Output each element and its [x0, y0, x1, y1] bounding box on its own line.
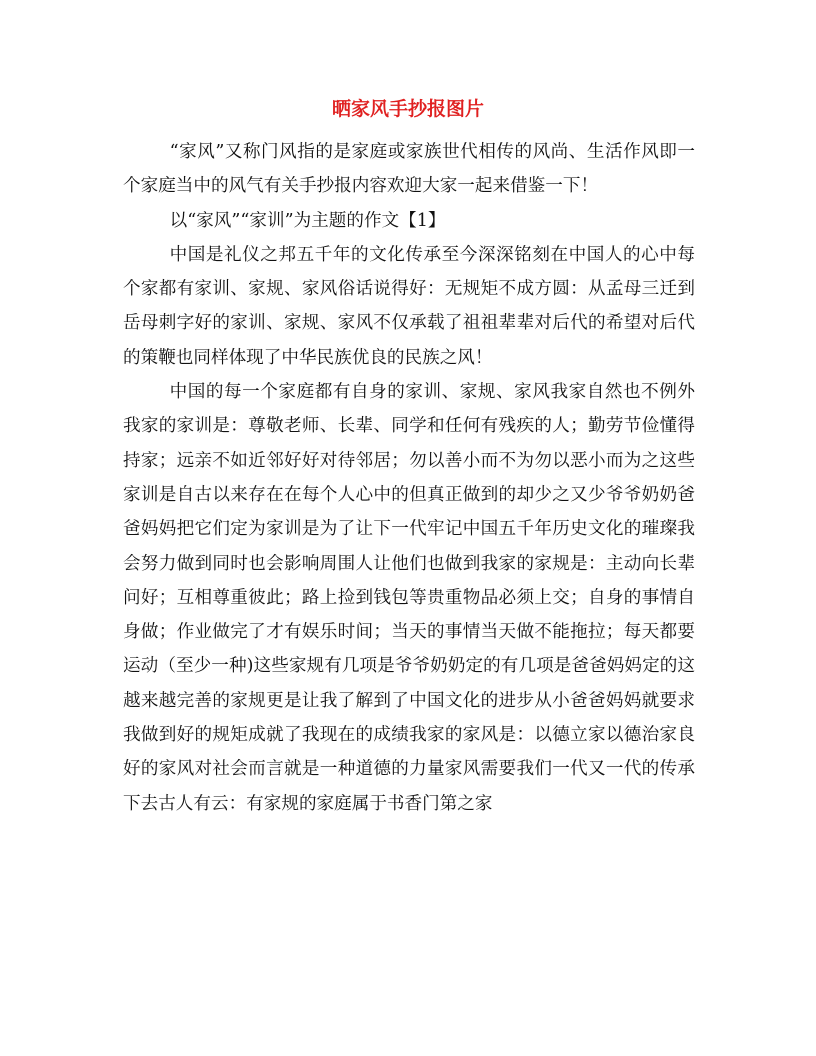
paragraph-family-rules: 中国的每一个家庭都有自身的家训、家规、家风我家自然也不例外我家的家训是：尊敬老师、长辈、同学和任何有残疾的人；勤劳节俭懂得持家；远亲不如近邻好好对待邻居；勿以善小而不为勿以恶小而为之这些家训是自古以来存在在每个人心中的但真正做到的却少之又少爷爷奶奶爸爸妈妈把它们定为家训是为了让下一代牢记中国五千年历史文化的璀璨我会努力做到同时也会影响周围人让他们也做到我家的家规是：主动向长辈问好；互相尊重彼此；路上捡到钱包等贵重物品必须上交；自身的事情自身做；作业做完了才有娱乐时间；当天的事情当天做不能拖拉；每天都要运动（至少一种)这些家规有几项是爷爷奶奶定的有几项是爸爸妈妈定的这越来越完善的家规更是让我了解到了中国文化的进步从小爸爸妈妈就要求我做到好的规矩成就了我现在的成绩我家的家风是：以德立家以德治家良好的家风对社会而言就是一种道德的力量家风需要我们一代又一代的传承下去古人有云：有家规的家庭属于书香门第之家 — [123, 382, 695, 814]
document-title: 晒家风手抄报图片 — [331, 98, 484, 120]
paragraph-etiquette: 中国是礼仪之邦五千年的文化传承至今深深铭刻在中国人的心中每个家都有家训、家规、家风俗话说得好：无规矩不成方圆：从孟母三迁到岳母刺字好的家训、家规、家风不仅承载了祖祖辈辈对后代的希望对后代的策鞭也同样体现了中华民族优良的民族之风！ — [123, 244, 695, 368]
paragraph-essay-heading: 以“家风”“家训”为主题的作文【1】 — [169, 210, 446, 231]
document-body — [123, 135, 695, 821]
paragraph-intro: “家风”又称门风指的是家庭或家族世代相传的风尚、生活作风即一个家庭当中的风气有关手抄报内容欢迎大家一起来借鉴一下！ — [123, 142, 695, 197]
